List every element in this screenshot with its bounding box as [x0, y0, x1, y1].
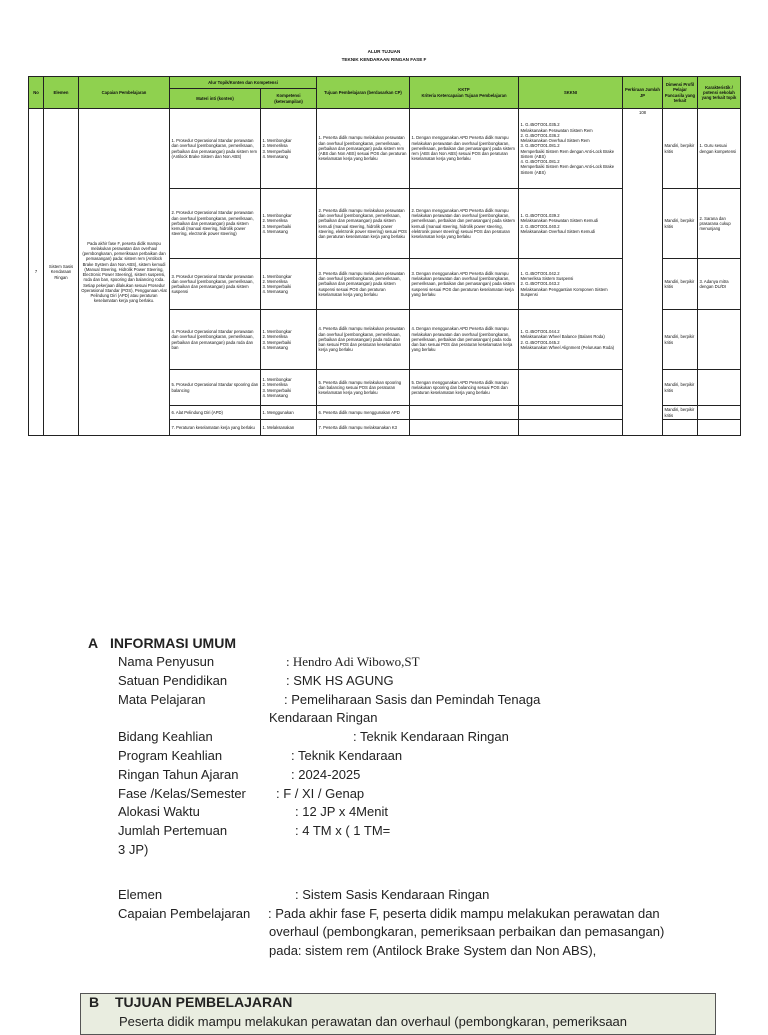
kktp-cell: 4. Dengan menggunakan APD Peserta didik mampu melakukan perawatan dan overhaul (pembongkaran, pemeriksaan, perbaikan dan pemasangan) pada roda dan ban sesuai POS dan peraturan keselamatan kerja yang berlaku [410, 310, 519, 370]
kompetensi-cell [261, 109, 317, 189]
karakteristik-cell [698, 420, 741, 436]
skkni-cell-line: 1. G.45OTO01.042.2 [520, 270, 560, 276]
header-jp: Perkiraan Jumlah JP [623, 77, 663, 109]
header-karakteristik: Karakteristik / potensi sekolah yang terkait topik [698, 77, 741, 109]
kompetensi-cell [261, 310, 317, 370]
alokasi-waktu-label: Alokasi Waktu [118, 804, 200, 820]
profil-pancasila-cell [663, 420, 698, 436]
profil-pancasila-cell: Mandiri, berpikir kritis [663, 406, 698, 420]
elemen-value: : Sistem Sasis Kendaraan Ringan [295, 886, 490, 902]
skkni-cell [519, 370, 623, 406]
skkni-cell-line: 2. G.45OTO01.036.2 [520, 132, 560, 138]
materi-cell: 4. Prosedur Operasional Standar perawatan dan overhaul (pembongkaran, pemeriksaan, perbaikan dan pemasangan) pada roda dan ban [170, 310, 261, 370]
nama-penyusun-label: Nama Penyusun [118, 654, 215, 669]
skkni-cell [519, 310, 623, 370]
kompetensi-cell-line: 3. Memperbaiki [262, 387, 292, 393]
header-alur-group: Alur Topik/Konten dan Kompetensi [170, 77, 317, 89]
kompetensi-cell-line: 3. Memperbaiki [262, 148, 292, 154]
kompetensi-cell-line: 2. Memeriksa [262, 143, 288, 149]
kktp-cell: 3. Dengan menggunakan APD Peserta didik mampu melakukan perawatan dan overhaul (pembongkaran, pemeriksaan, perbaikan dan pemasangan) pada sistem suspensi sesuai POS dan peraturan keselamatan kerja yang berlaku [410, 259, 519, 310]
row-jumlah-jp: 108 [623, 109, 663, 436]
capaian-pembelajaran-value: : Pada akhir fase F, peserta didik mampu melakukan perawatan dan [268, 905, 660, 921]
skkni-cell-line: 1. G.45OTO01.035.2 [520, 122, 560, 128]
skkni-cell-line: Memperbaiki Sistem Rem dengan Anti-Lock Brake Sistem (ABS) [520, 148, 615, 159]
profil-pancasila-cell: Mandiri, berpikir kritis [663, 370, 698, 406]
kompetensi-cell-line: 1. Membongkar [262, 138, 292, 143]
profil-pancasila-cell: Mandiri, berpikir kritis [663, 189, 698, 259]
tahun-ajaran-value: : 2024-2025 [291, 766, 361, 782]
kompetensi-cell-line: 1. Membongkar [262, 273, 292, 279]
program-keahlian-label: Program Keahlian [118, 747, 223, 763]
nama-penyusun-value: : Hendro Adi Wibowo,ST [286, 654, 420, 669]
header-kompetensi: Kompetensi (keterampilan) [261, 89, 317, 109]
section-b-title: TUJUAN PEMBELAJARAN [115, 994, 293, 1010]
header-skkni: SKKNI [519, 77, 623, 109]
kompetensi-cell-line: 4. Memasang [262, 153, 288, 159]
header-profil-pancasila: Dimensi Profil Pelajar Pancasila yang terkait [663, 77, 698, 109]
kompetensi-cell-line: 1. Membongkar [262, 377, 292, 382]
kompetensi-cell-line: 2. Memeriksa [262, 218, 288, 224]
doc-subtitle: TEKNIK KENDARAAN RINGAN FASE F [341, 57, 427, 62]
skkni-cell-line: 2. G.45OTO01.045.2 [520, 339, 560, 345]
skkni-cell [519, 189, 623, 259]
skkni-cell-line: Melaksanakan Overhaul Sistem Kemudi [520, 228, 595, 234]
header-no: No [29, 77, 44, 109]
karakteristik-cell [698, 370, 741, 406]
fase-kelas-semester-label: Fase /Kelas/Semester [118, 785, 246, 801]
row-no: 7 [29, 109, 44, 436]
skkni-cell-line: Melaksanakan Perawatan Sistem Rem [520, 127, 593, 133]
tujuan-pembelajaran-section [80, 993, 716, 1035]
jumlah-pertemuan-value-cont: 3 JP) [118, 841, 149, 857]
section-a-letter: A [88, 635, 99, 651]
skkni-cell [519, 259, 623, 310]
mata-pelajaran-value: : Pemeliharaan Sasis dan Pemindah Tenaga [284, 691, 541, 707]
skkni-cell-line: 2. G.45OTO01.043.2 [520, 281, 560, 287]
kktp-cell [410, 406, 519, 420]
kompetensi-cell-line: 1. Menggunakan [262, 409, 294, 415]
skkni-cell-line: Melaksanakan Penggantian Komponen Sistem Suspensi [520, 286, 608, 297]
kompetensi-cell [261, 420, 317, 436]
informasi-umum-section [88, 634, 728, 961]
kompetensi-cell [261, 259, 317, 310]
skkni-cell [519, 420, 623, 436]
elemen-label: Elemen [118, 886, 163, 902]
capaian-pembelajaran-value-3: pada: sistem rem (Antilock Brake System dan Non ABS), [269, 943, 597, 959]
kompetensi-cell-line: 2. Memeriksa [262, 334, 288, 340]
alur-tujuan-table [28, 76, 741, 436]
kompetensi-cell-line: 1. Membongkar [262, 213, 292, 218]
mata-pelajaran-label: Mata Pelajaran [118, 691, 206, 707]
skkni-cell-line: Memeriksa Sistem Suspensi [520, 276, 574, 282]
section-b-letter: B [89, 994, 100, 1010]
tujuan-cell: 4. Peserta didik mampu melakukan perawatan dan overhaul (pembongkaran, pemeriksaan, perbaikan dan pemasangan) pada roda dan ban sesuai POS dan peraturan keselamatan kerja yang berlaku [317, 310, 410, 370]
kompetensi-cell [261, 370, 317, 406]
row-capaian: Pada akhir fase F, peserta didik mampu melakukan perawatan dan overhaul (pembongkaran, pemeriksaan perbaikan dan pemasangan) pada: sistem rem (Antilock Brake System dan Non ABS), sistem kemudi (Manual Steering, Hidrolik Power Steering, Electronic Power Steering), sistem suspensi, roda dan ban, spooring dan balancing roda. Setiap pekerjaan dilakukan sesuai Prosedur Operasional Standar (POS), Penggunaan Alat Pelindung Diri (APD) atau peraturan keselamatan kerja yang berlaku. [79, 109, 170, 436]
skkni-cell-line: Memperbaiki Sistem Rem dengan Anti-Lock Brake Sistem (ABS) [520, 164, 615, 175]
materi-cell: 2. Prosedur Operasional Standar perawatan dan overhaul (pembongkaran, pemeriksaan, perbaikan dan pemasangan) pada sistem kemudi (manual steering, hidrolik power steering, electronik power steering) [170, 189, 261, 259]
tujuan-cell: 3. Peserta didik mampu melakukan perawatan dan overhaul (pembongkaran, pemeriksaan, perbaikan dan pemasangan) pada sistem suspensi sesuai POS dan peraturan keselamatan kerja yang berlaku [317, 259, 410, 310]
tujuan-cell: 7. Peserta didik mampu melaksanakan K3 [317, 420, 410, 436]
tahun-ajaran-label: Ringan Tahun Ajaran [118, 766, 239, 782]
bidang-keahlian-label: Bidang Keahlian [118, 729, 213, 745]
tujuan-cell: 6. Peserta didik mampu menggunakan APD [317, 406, 410, 420]
row-elemen: Sistem Sasis Kendaraan Ringan [44, 109, 79, 436]
program-keahlian-value: : Teknik Kendaraan [291, 747, 403, 763]
bidang-keahlian-value: : Teknik Kendaraan Ringan [353, 729, 509, 745]
kktp-cell: 1. Dengan menggunakan APD Peserta didik mampu melakukan perawatan dan overhaul (pembongkaran, pemeriksaan, perbaikan dan pemasangan) pada sistem rem (ABS dan Non ABS) sesuai POS dan peraturan keselamatan kerja yang berlaku [410, 109, 519, 189]
jumlah-pertemuan-value: : 4 TM x ( 1 TM= [295, 823, 391, 839]
skkni-cell-line: 2. G.45OTO01.040.2 [520, 223, 560, 229]
capaian-pembelajaran-value-2: overhaul (pembongkaran, pemeriksaan perbaikan dan pemasangan) [269, 924, 665, 940]
table-row [29, 109, 741, 189]
fase-kelas-semester-value: : F / XI / Genap [276, 785, 365, 801]
kompetensi-cell-line: 4. Memasang [262, 228, 288, 234]
skkni-cell-line: 3. G.45OTO01.081.2 [520, 143, 560, 149]
materi-cell: 6. Alat Pelindung Diri (APD) [170, 406, 261, 420]
kompetensi-cell-line: 4. Memasang [262, 289, 288, 295]
satuan-pendidikan-value: : SMK HS AGUNG [286, 672, 394, 688]
kompetensi-cell-line: 4. Memasang [262, 392, 288, 398]
kompetensi-cell-line: 2. Memeriksa [262, 382, 288, 388]
doc-title: ALUR TUJUAN [367, 49, 401, 54]
kompetensi-cell-line: 2. Memeriksa [262, 278, 288, 284]
karakteristik-cell: 2. Sarana dan prasarana cukup menunjang [698, 189, 741, 259]
karakteristik-cell [698, 310, 741, 370]
mata-pelajaran-value-cont: Kendaraan Ringan [269, 710, 378, 726]
jumlah-pertemuan-label: Jumlah Pertemuan [118, 823, 228, 839]
skkni-cell-line: Melaksanakan Wheel Alignment (Pelurusan Roda) [520, 344, 615, 350]
alokasi-waktu-value: : 12 JP x 4Menit [295, 804, 388, 820]
kktp-cell: 2. Dengan menggunakan APD Peserta didik mampu melakukan perawatan dan overhaul (pembongkaran, pemeriksaan, perbaikan dan pemasangan) pada sistem kemudi (manual steering, hidrolik power steering, elektronik power steering) sesuai POS dan peraturan keselamatan kerja yang berlaku [410, 189, 519, 259]
kktp-cell [410, 420, 519, 436]
skkni-cell-line: Melaksanakan Perawatan Sistem Kemudi [520, 218, 599, 224]
header-kktp: KKTP Kriteria Ketercapaian Tujuan Pembelajaran [410, 77, 519, 109]
tujuan-cell: 1. Peserta didik mampu melakukan perawatan dan overhaul (pembongkaran, pemeriksaan, perbaikan dan pemasangan) pada sistem rem (ABS dan Non ABS) sesuai POS dan peraturan keselamatan kerja yang berlaku [317, 109, 410, 189]
kompetensi-cell-line: 1. Melaksanakan [262, 424, 295, 430]
header-tujuan: Tujuan Pembelajaran (berdasarkan CP) [317, 77, 410, 109]
section-a-title: INFORMASI UMUM [110, 635, 236, 651]
kompetensi-cell-line: 3. Memperbaiki [262, 284, 292, 289]
profil-pancasila-cell: Mandiri, berpikir kritis [663, 109, 698, 189]
kompetensi-cell [261, 189, 317, 259]
karakteristik-cell [698, 406, 741, 420]
materi-cell: 5. Prosedur Operasional Standar spooring dan balancing [170, 370, 261, 406]
kompetensi-cell [261, 406, 317, 420]
profil-pancasila-cell: Mandiri, berpikir kritis [663, 259, 698, 310]
karakteristik-cell: 3. Adanya mitra dengan DU/DI [698, 259, 741, 310]
skkni-cell-line: Melaksanakan Overhaul Sistem Rem [520, 138, 590, 143]
materi-cell: 1. Prosedur Operasional Standar perawatan dan overhaul (pembongkaran, pemeriksaan, perbaikan dan pemasangan) pada sistem rem (Antilock Brake Sistem dan Non ABS) [170, 109, 261, 189]
skkni-cell [519, 406, 623, 420]
skkni-cell-line: 1. G.45OTO01.044.2 [520, 329, 560, 334]
header-elemen: Elemen [44, 77, 79, 109]
skkni-cell-line: Melaksanakan Wheel Balance (Balans Roda) [520, 334, 605, 340]
kompetensi-cell-line: 1. Membongkar [262, 329, 292, 334]
kompetensi-cell-line: 3. Memperbaiki [262, 223, 292, 229]
materi-cell: 7. Peraturan keselamatan kerja yang berlaku [170, 420, 261, 436]
skkni-cell-line: 4. G.45OTO01.081.2 [520, 159, 560, 164]
kompetensi-cell-line: 3. Memperbaiki [262, 339, 292, 345]
tujuan-cell: 5. Peserta didik mampu melakukan spooring dan balancing sesuai POS dan peraturan keselamatan kerja yang berlaku [317, 370, 410, 406]
capaian-pembelajaran-label: Capaian Pembelajaran [118, 905, 251, 921]
profil-pancasila-cell: Mandiri, berpikir kritis [663, 310, 698, 370]
kktp-cell: 5. Dengan menggunakan APD Peserta didik mampu melakukan spooring dan balancing sesuai POS dan peraturan keselamatan kerja yang berlaku [410, 370, 519, 406]
header-materi: Materi inti (konten) [170, 89, 261, 109]
tujuan-pembelajaran-body: Peserta didik mampu melakukan perawatan dan overhaul (pembongkaran, pemeriksaan [119, 1014, 628, 1029]
skkni-cell [519, 109, 623, 189]
materi-cell: 3. Prosedur Operasional Standar perawatan dan overhaul (pembongkaran, pemeriksaan, perbaikan dan pemasangan) pada sistem suspensi [170, 259, 261, 310]
header-capaian: Capaian Pembelajaran [79, 77, 170, 109]
satuan-pendidikan-label: Satuan Pendidikan [118, 672, 228, 688]
kompetensi-cell-line: 4. Memasang [262, 344, 288, 350]
skkni-cell-line: 1. G.45OTO01.039.2 [520, 213, 560, 218]
tujuan-cell: 2. Peserta didik mampu melakukan perawatan dan overhaul (pembongkaran, pemeriksaan, perbaikan dan pemasangan) pada sistem kemudi (manual steering, hidrolik power steering, elektronik power steering) sesuai POS dan peraturan keselamatan kerja yang berlaku [317, 189, 410, 259]
karakteristik-cell: 1. Guru sesuai dengan kompetensi [698, 109, 741, 189]
